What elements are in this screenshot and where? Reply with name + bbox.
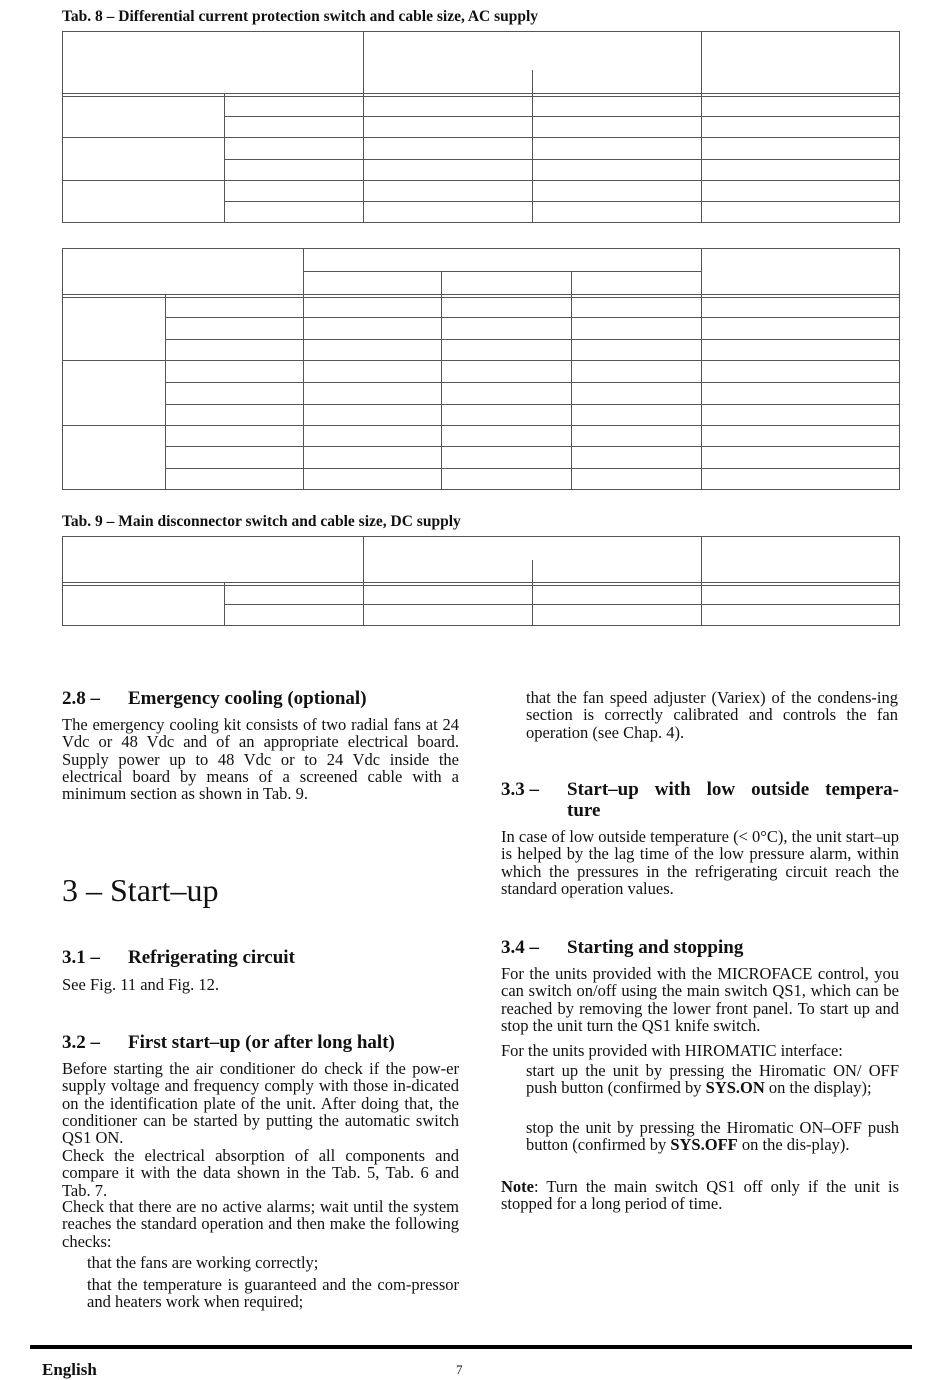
section-3-3-heading bbox=[501, 779, 899, 821]
hiromatic-stop-item bbox=[526, 1119, 899, 1154]
section-title: Starting and stopping bbox=[567, 937, 744, 958]
page-number: 7 bbox=[456, 1362, 463, 1377]
section-3-4-heading bbox=[501, 937, 743, 959]
check-item-temperature: that the temperature is guaranteed and the com-pressor and heaters work when required; bbox=[87, 1275, 459, 1312]
hiromatic-stop-text: stop the unit by pressing the Hiromatic ON–OFF push button (confirmed by bbox=[526, 1118, 899, 1155]
chapter-title: 3 – Start–up bbox=[62, 872, 219, 908]
sys-off-label: SYS.OFF bbox=[670, 1135, 738, 1155]
hiromatic-stop-tail: on the dis-play). bbox=[737, 1135, 850, 1155]
section-3-2-paragraph-3: Check that there are no active alarms; wait until the system reaches the standard operation and then make the following checks: bbox=[62, 1197, 459, 1251]
section-title-line-1: Start–up with low outside tempera- bbox=[567, 779, 899, 800]
section-3-4-paragraph-2: For the units provided with HIROMATIC interface: bbox=[501, 1041, 843, 1060]
hiromatic-start-tail: on the display); bbox=[764, 1078, 872, 1098]
section-2-8-heading bbox=[62, 688, 367, 710]
section-3-2-heading bbox=[62, 1032, 395, 1054]
section-3-3-body: In case of low outside temperature (< 0°C), the unit start–up is helped by the lag time of the low pressure alarm, within which the pressures in the refrigerating circuit reach the standard operation values. bbox=[501, 827, 899, 898]
footer-language: English bbox=[42, 1360, 97, 1379]
section-title: Refrigerating circuit bbox=[128, 947, 295, 968]
section-3-1-heading bbox=[62, 947, 295, 969]
check-item-variex: that the fan speed adjuster (Variex) of the condens-ing section is correctly calibrated and controls the fan operation (see Chap. 4). bbox=[526, 688, 898, 742]
section-3-2-paragraph-1: Before starting the air conditioner do check if the pow-er supply voltage and frequency comply with those in-dicated on the identification plate of the unit. After doing that, the conditioner can be started by putting the automatic switch QS1 ON. bbox=[62, 1059, 459, 1148]
section-3-2-paragraph-2: Check the electrical absorption of all components and compare it with the data shown in the Tab. 5, Tab. 6 and Tab. 7. bbox=[62, 1146, 459, 1200]
section-number: 3.1 – bbox=[62, 947, 100, 968]
section-2-8-body: The emergency cooling kit consists of two radial fans at 24 Vdc or 48 Vdc and of an appropriate electrical board. Supply power up to 48 Vdc or to 24 Vdc inside the electrical board by means of a screened cable with a minimum section as shown in Tab. 9. bbox=[62, 715, 459, 804]
section-title: First start–up (or after long halt) bbox=[128, 1032, 395, 1053]
section-3-1-body: See Fig. 11 and Fig. 12. bbox=[62, 975, 220, 994]
section-title: Emergency cooling (optional) bbox=[128, 688, 367, 709]
section-number: 3.3 – bbox=[501, 779, 539, 800]
tab9-caption: Tab. 9 – Main disconnector switch and cable size, DC supply bbox=[62, 513, 461, 530]
section-number: 3.2 – bbox=[62, 1032, 100, 1053]
tab9-table bbox=[0, 0, 950, 660]
hiromatic-start-text: start up the unit by pressing the Hiromatic ON/ OFF push button (confirmed by bbox=[526, 1061, 899, 1098]
tab8-caption: Tab. 8 – Differential current protection switch and cable size, AC supply bbox=[62, 8, 539, 25]
hiromatic-start-item bbox=[526, 1062, 899, 1097]
section-number: 3.4 – bbox=[501, 937, 539, 958]
footer-rule bbox=[30, 1345, 912, 1349]
section-title-line-2: ture bbox=[567, 800, 601, 821]
note-text: : Turn the main switch QS1 off only if the unit is stopped for a long period of time. bbox=[501, 1177, 899, 1214]
section-number: 2.8 – bbox=[62, 688, 100, 709]
sys-on-label: SYS.ON bbox=[705, 1078, 765, 1098]
check-item-fans: that the fans are working correctly; bbox=[87, 1253, 319, 1272]
note-paragraph bbox=[501, 1178, 899, 1213]
note-label: Note bbox=[501, 1177, 534, 1196]
section-3-4-paragraph-1: For the units provided with the MICROFACE control, you can switch on/off using the main switch QS1, which can be reached by removing the lower front panel. To start up and stop the unit turn the QS1 knife switch. bbox=[501, 964, 899, 1035]
